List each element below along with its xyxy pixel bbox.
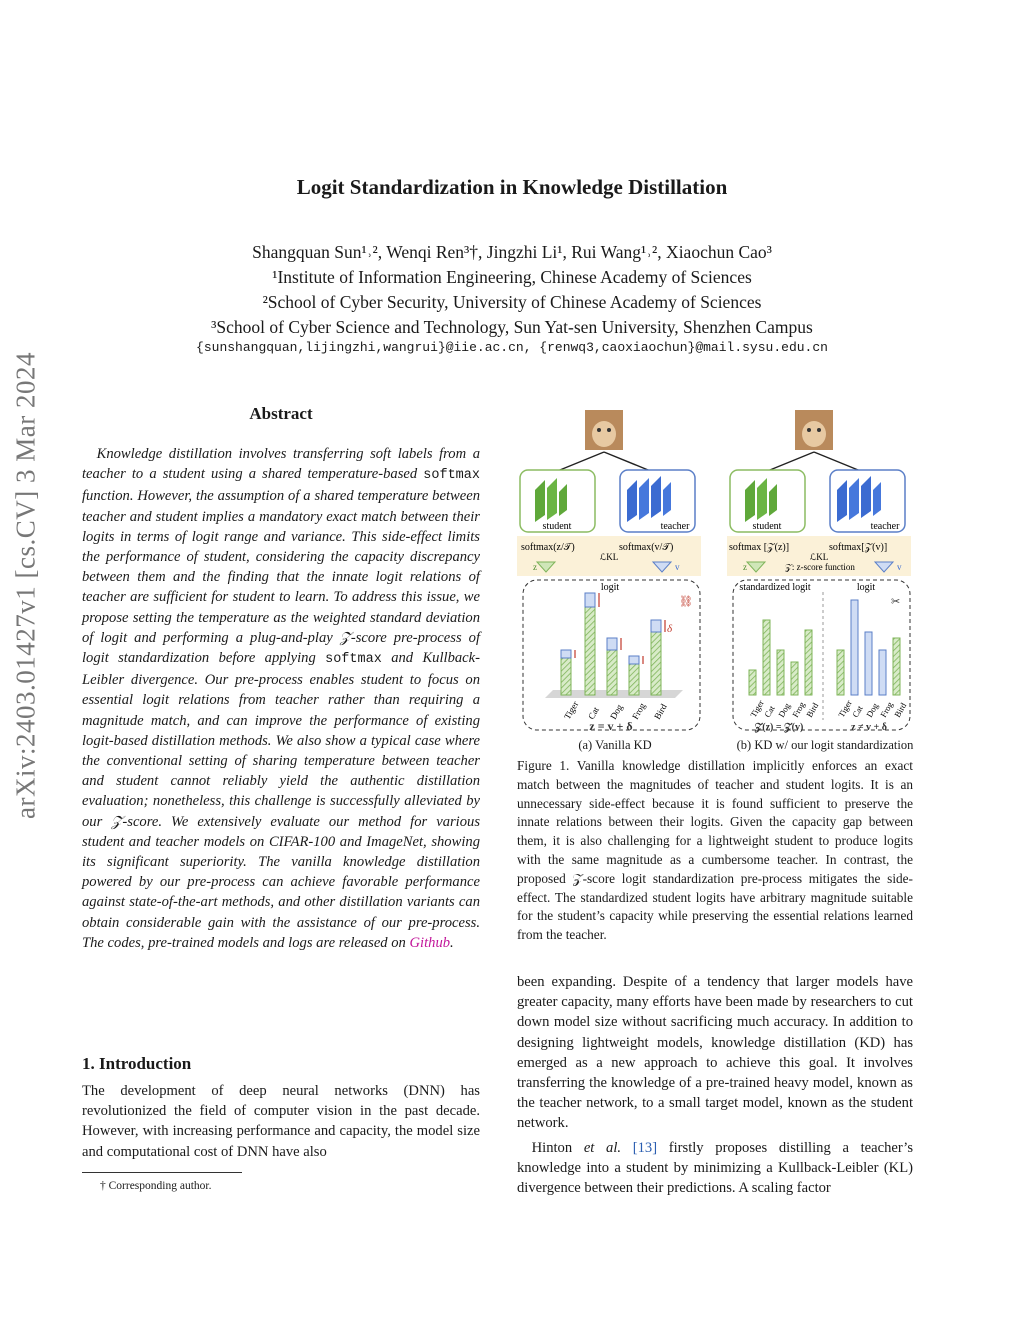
subcaption-b: (b) KD w/ our logit standardization [736, 738, 914, 752]
panel-b [727, 410, 911, 733]
delta-label-a: δ [667, 623, 673, 635]
z-label-a: z [533, 562, 537, 572]
student-label-b: student [752, 521, 782, 532]
equation-b-left: 𝒵(z) = 𝒵(v) [754, 722, 804, 733]
svg-text:Frog: Frog [878, 700, 895, 719]
standardized-bars [749, 620, 812, 695]
svg-text:Tiger: Tiger [562, 699, 581, 721]
subcaption-a: (a) Vanilla KD [578, 738, 652, 752]
v-label-a: v [675, 562, 680, 572]
standardized-logit-label: standardized logit [739, 582, 811, 593]
kl-label-b: ℒKL [809, 552, 829, 562]
zscore-function-label: 𝒵: z-score function [785, 562, 855, 572]
equation-b-right: z ≠ v + δ [851, 722, 887, 733]
softmax-teacher-b: softmax[𝒵(v)] [829, 542, 888, 553]
svg-text:Bird: Bird [892, 700, 909, 719]
svg-text:Bird: Bird [804, 700, 821, 719]
arxiv-sidebar-id: arXiv:2403.01427v1 [cs.CV] 3 Mar 2024 [10, 352, 41, 819]
logit-label-b: logit [856, 582, 876, 593]
affiliation-2: ²School of Cyber Security, University of Chinese Academy of Sciences [262, 292, 762, 312]
footnote: † Corresponding author. [100, 1180, 212, 1192]
intro-paragraph-right-2: Hinton et al. [13] firstly proposes distilling a teacher’s knowledge into a student by minimizing a Kullback-Leibler (KL) divergence between their predictions. A scaling factor [517, 1139, 913, 1197]
intro-paragraph-right-1: been expanding. Despite of a tendency that larger models have greater capacity, many efforts have been made by researchers to cut down model size without sacrificing much accuracy. In addition to designing lightweight models, knowledge distillation (KD) has emerged as a new approach to achieve this goal. It involves transferring the knowledge of a pre-trained heavy model, known as the teacher network, to a small target model, known as the student network. [517, 974, 913, 1132]
class-labels-b-left [748, 698, 821, 719]
student-label-a: student [542, 521, 572, 532]
svg-text:Tiger: Tiger [836, 698, 854, 719]
svg-text:Dog: Dog [864, 701, 881, 719]
raw-bars-b [837, 600, 900, 695]
figure-1-diagram [515, 400, 915, 738]
section-heading-introduction: 1. Introduction [82, 1054, 192, 1073]
svg-text:Bird: Bird [652, 702, 669, 721]
teacher-label-b: teacher [870, 521, 900, 532]
affiliation-1: ¹Institute of Information Engineering, Chinese Academy of Sciences [272, 267, 752, 287]
svg-text:Cat: Cat [762, 703, 777, 719]
svg-text:Cat: Cat [586, 705, 601, 721]
intro-paragraph-left: The development of deep neural networks (DNN) has revolutionized the field of computer vision in the past decade. However, with increasing performance and capacity, the model size and computational cost of DNN have also [82, 1083, 480, 1160]
softmax-student-b: softmax [𝒵(z)] [729, 542, 790, 553]
kl-label-a: ℒKL [599, 552, 619, 562]
equation-a: z = v + δ [589, 719, 633, 733]
class-labels-a [562, 699, 669, 721]
abstract-heading: Abstract [249, 404, 313, 423]
svg-text:Dog: Dog [776, 701, 793, 719]
svg-text:Dog: Dog [608, 702, 625, 721]
softmax-teacher-a: softmax(v/𝒯) [619, 542, 674, 553]
footnote-rule [82, 1172, 242, 1173]
author-emails: {sunshangquan,lijingzhi,wangrui}@iie.ac.cn, {renwq3,caoxiaochun}@mail.sysu.edu.cn [196, 340, 828, 355]
scissors-icon: ✂ [891, 596, 901, 608]
github-link[interactable]: Github [409, 934, 451, 951]
author-list: Shangquan Sun¹˒², Wenqi Ren³†, Jingzhi Li¹, Rui Wang¹˒², Xiaochun Cao³ [252, 242, 772, 262]
softmax-student-a: softmax(z/𝒯) [521, 542, 575, 553]
panel-a [517, 410, 701, 733]
citation-13[interactable]: [13] [632, 1139, 658, 1156]
figure-1-caption: Figure 1. Vanilla knowledge distillation implicitly enforces an exact match between the magnitudes of teacher and student logits. It is an unnecessary side-effect because it is found sufficient to preserve the innate relations between their logits. Given the capacity gap between them, it is also challenging for a lightweight student to produce logits with the same magnitude as a cumbersome teacher. In contrast, the proposed 𝒵-score logit standardization pre-process mitigates the side-effect. The standardized student logits have arbitrary magnitude suitable for the student’s capacity while preserving the essential relations learned from the teacher. [517, 758, 913, 943]
v-label-b: v [897, 562, 902, 572]
author-block [0, 240, 1024, 340]
svg-text:Frog: Frog [630, 701, 648, 721]
affiliation-3: ³School of Cyber Science and Technology, Sun Yat-sen University, Shenzhen Campus [211, 317, 813, 337]
svg-text:Cat: Cat [850, 703, 865, 719]
bars-a [561, 593, 661, 695]
teacher-label-a: teacher [660, 521, 690, 532]
svg-text:Frog: Frog [790, 700, 807, 719]
svg-text:Tiger: Tiger [748, 698, 766, 719]
logit-label-a: logit [600, 582, 620, 593]
paper-title: Logit Standardization in Knowledge Distillation [296, 175, 728, 199]
intro-right-column [517, 972, 913, 1198]
class-labels-b-right [836, 698, 909, 719]
z-label-b: z [743, 562, 747, 572]
abstract-body: Knowledge distillation involves transferring soft labels from a teacher to a student using a shared temperature-based softmax function. However, the assumption of a shared temperature between teacher and student implies a mandatory exact match between their logits in terms of logit range and variance. This side-effect limits the performance of student, considering the capacity discrepancy between them and the finding that the innate logit relations of teacher are sufficient for student to learn. To address this issue, we propose setting the temperature as the weighted standard deviation of logit and performing a plug-and-play 𝒵-score pre-process of logit standardization before applying softmax and Kullback-Leibler divergence. Our pre-process enables student to focus on essential logit relations from teacher rather than requiring a magnitude match, and can improve the performance of existing logit-based distillation methods. We also show a typical case where the conventional setting of sharing temperature between teacher and student cannot reliably yield the authentic distillation evaluation; nonetheless, this challenge is successfully alleviated by our 𝒵-score. We extensively evaluate our method for various student and teacher models on CIFAR-100 and ImageNet, showing its significant superiority. The vanilla knowledge distillation powered by our pre-process can achieve favorable performance against state-of-the-art methods, and other distillation variants can obtain considerable gain with the assistance of our pre-process. The codes, pre-trained models and logs are released on Github. [82, 446, 480, 951]
handcuff-icon-a: ⛓ [679, 596, 693, 608]
